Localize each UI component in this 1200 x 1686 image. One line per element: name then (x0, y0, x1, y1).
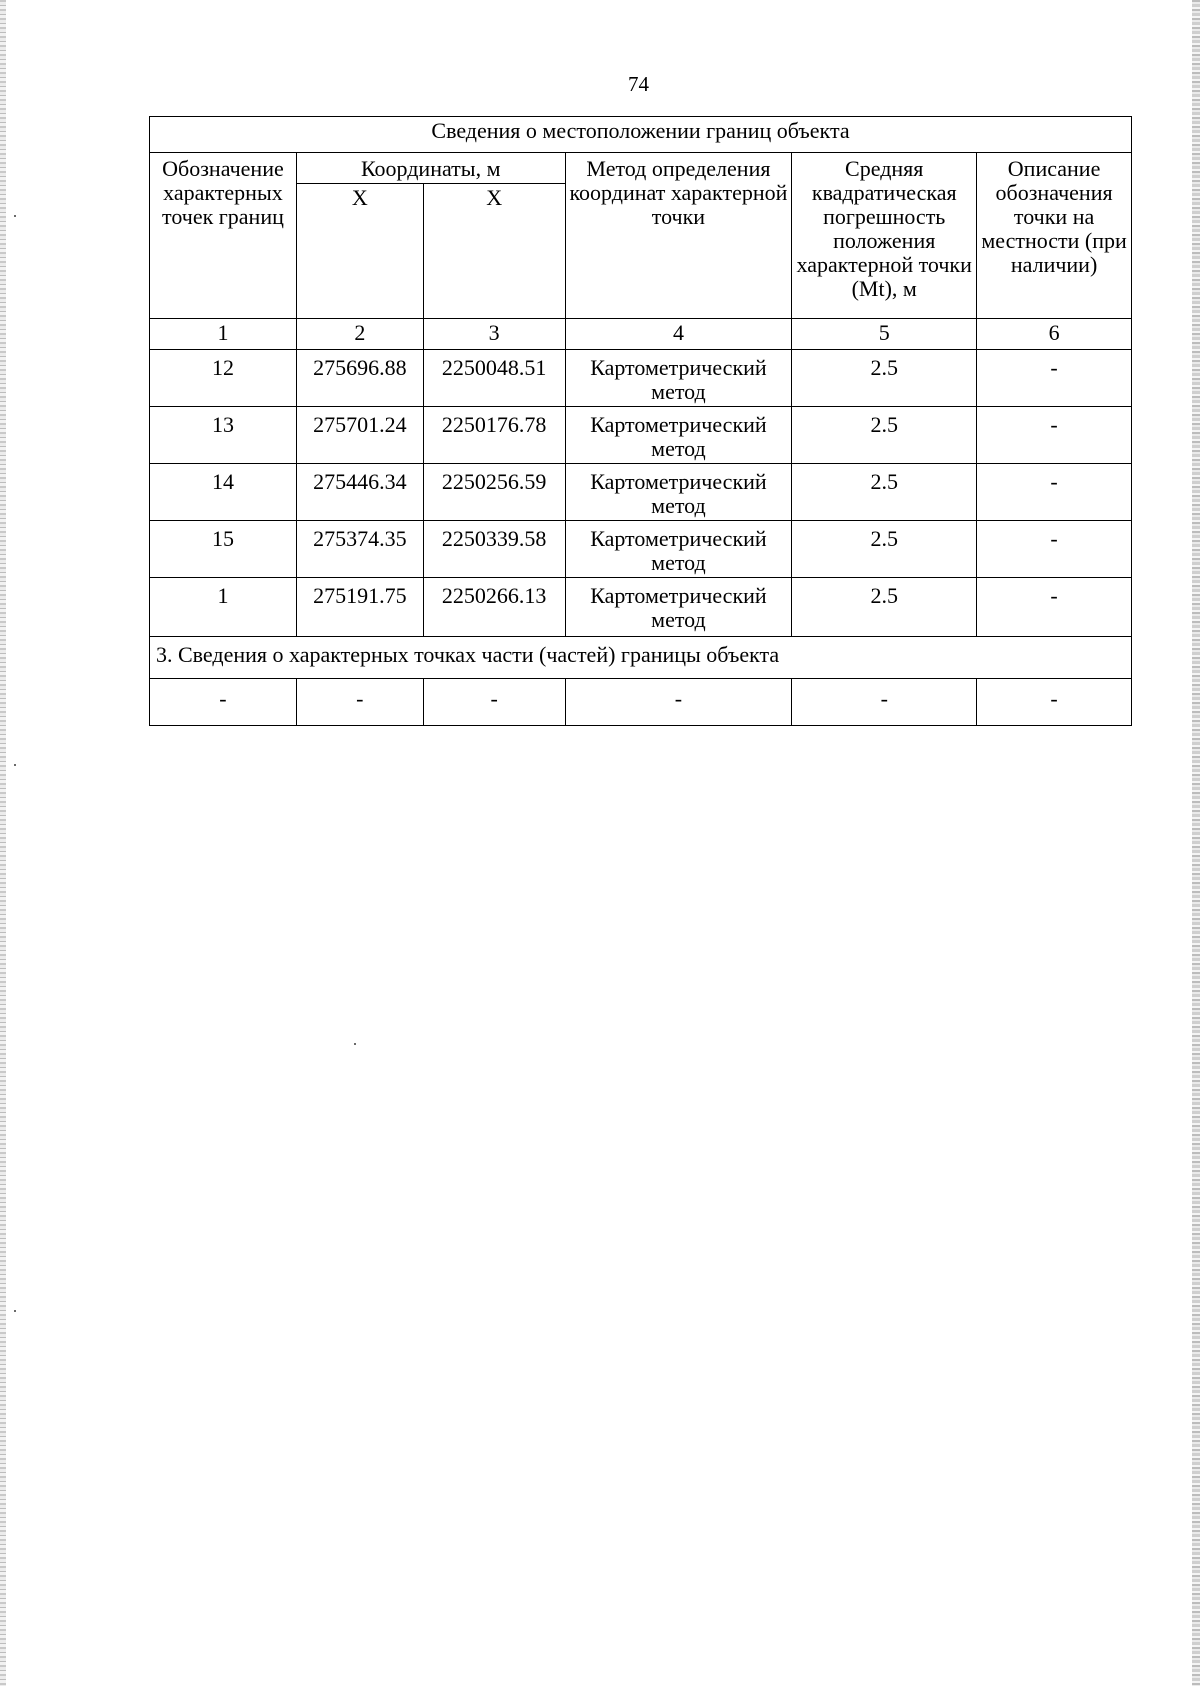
table-row (150, 464, 1132, 521)
cell-x: 275191.75 (296, 578, 423, 637)
cell-error: 2.5 (792, 350, 977, 407)
cell-empty: - (150, 679, 297, 726)
cell-error: 2.5 (792, 407, 977, 464)
cell-empty: - (296, 679, 423, 726)
scan-speck (14, 1310, 16, 1312)
table-row (150, 350, 1132, 407)
cell-y: 2250256.59 (423, 464, 565, 521)
cell-y: 2250266.13 (423, 578, 565, 637)
cell-x: 275701.24 (296, 407, 423, 464)
cell-error: 2.5 (792, 464, 977, 521)
cell-error: 2.5 (792, 578, 977, 637)
cell-point: 13 (150, 407, 297, 464)
cell-description: - (977, 464, 1132, 521)
scan-edge-left (0, 0, 6, 1686)
header-x: X (296, 184, 423, 319)
cell-method: Картометрический метод (565, 578, 792, 637)
column-number: 4 (565, 319, 792, 350)
table-title: Сведения о местоположении границ объекта (150, 117, 1132, 153)
cell-description: - (977, 407, 1132, 464)
cell-y: 2250048.51 (423, 350, 565, 407)
column-number: 2 (296, 319, 423, 350)
scan-speck (354, 1043, 356, 1045)
cell-point: 12 (150, 350, 297, 407)
header-point-description: Описание обозначения точки на местности (при наличии) (977, 153, 1132, 319)
cell-x: 275374.35 (296, 521, 423, 578)
header-method: Метод определения координат характерной точки (565, 153, 792, 319)
section-3-title: 3. Сведения о характерных точках части (частей) границы объекта (150, 637, 1132, 679)
cell-y: 2250339.58 (423, 521, 565, 578)
column-numbers-row (150, 319, 1132, 350)
column-number: 1 (150, 319, 297, 350)
cell-x: 275446.34 (296, 464, 423, 521)
cell-empty: - (423, 679, 565, 726)
cell-method: Картометрический метод (565, 521, 792, 578)
cell-empty: - (565, 679, 792, 726)
cell-empty: - (977, 679, 1132, 726)
cell-point: 15 (150, 521, 297, 578)
scan-edge-right (1192, 0, 1200, 1686)
cell-description: - (977, 578, 1132, 637)
cell-method: Картометрический метод (565, 407, 792, 464)
scan-speck (14, 764, 16, 766)
column-number: 3 (423, 319, 565, 350)
header-coordinates: Координаты, м (296, 153, 565, 184)
page-number: 74 (628, 72, 649, 96)
cell-x: 275696.88 (296, 350, 423, 407)
table-row (150, 407, 1132, 464)
boundary-coordinates-table (149, 116, 1132, 726)
header-y: Х (423, 184, 565, 319)
cell-method: Картометрический метод (565, 464, 792, 521)
column-number: 5 (792, 319, 977, 350)
cell-empty: - (792, 679, 977, 726)
header-point-designation: Обозначение характерных точек границ (150, 153, 297, 319)
cell-y: 2250176.78 (423, 407, 565, 464)
cell-description: - (977, 521, 1132, 578)
table-row (150, 578, 1132, 637)
cell-method: Картометрический метод (565, 350, 792, 407)
header-mean-square-error: Средняя квадратическая погрешность положения характерной точки (Mt), м (792, 153, 977, 319)
cell-error: 2.5 (792, 521, 977, 578)
table-row (150, 521, 1132, 578)
section-3-row (150, 679, 1132, 726)
cell-point: 14 (150, 464, 297, 521)
cell-description: - (977, 350, 1132, 407)
column-number: 6 (977, 319, 1132, 350)
cell-point: 1 (150, 578, 297, 637)
scan-speck (14, 215, 16, 217)
